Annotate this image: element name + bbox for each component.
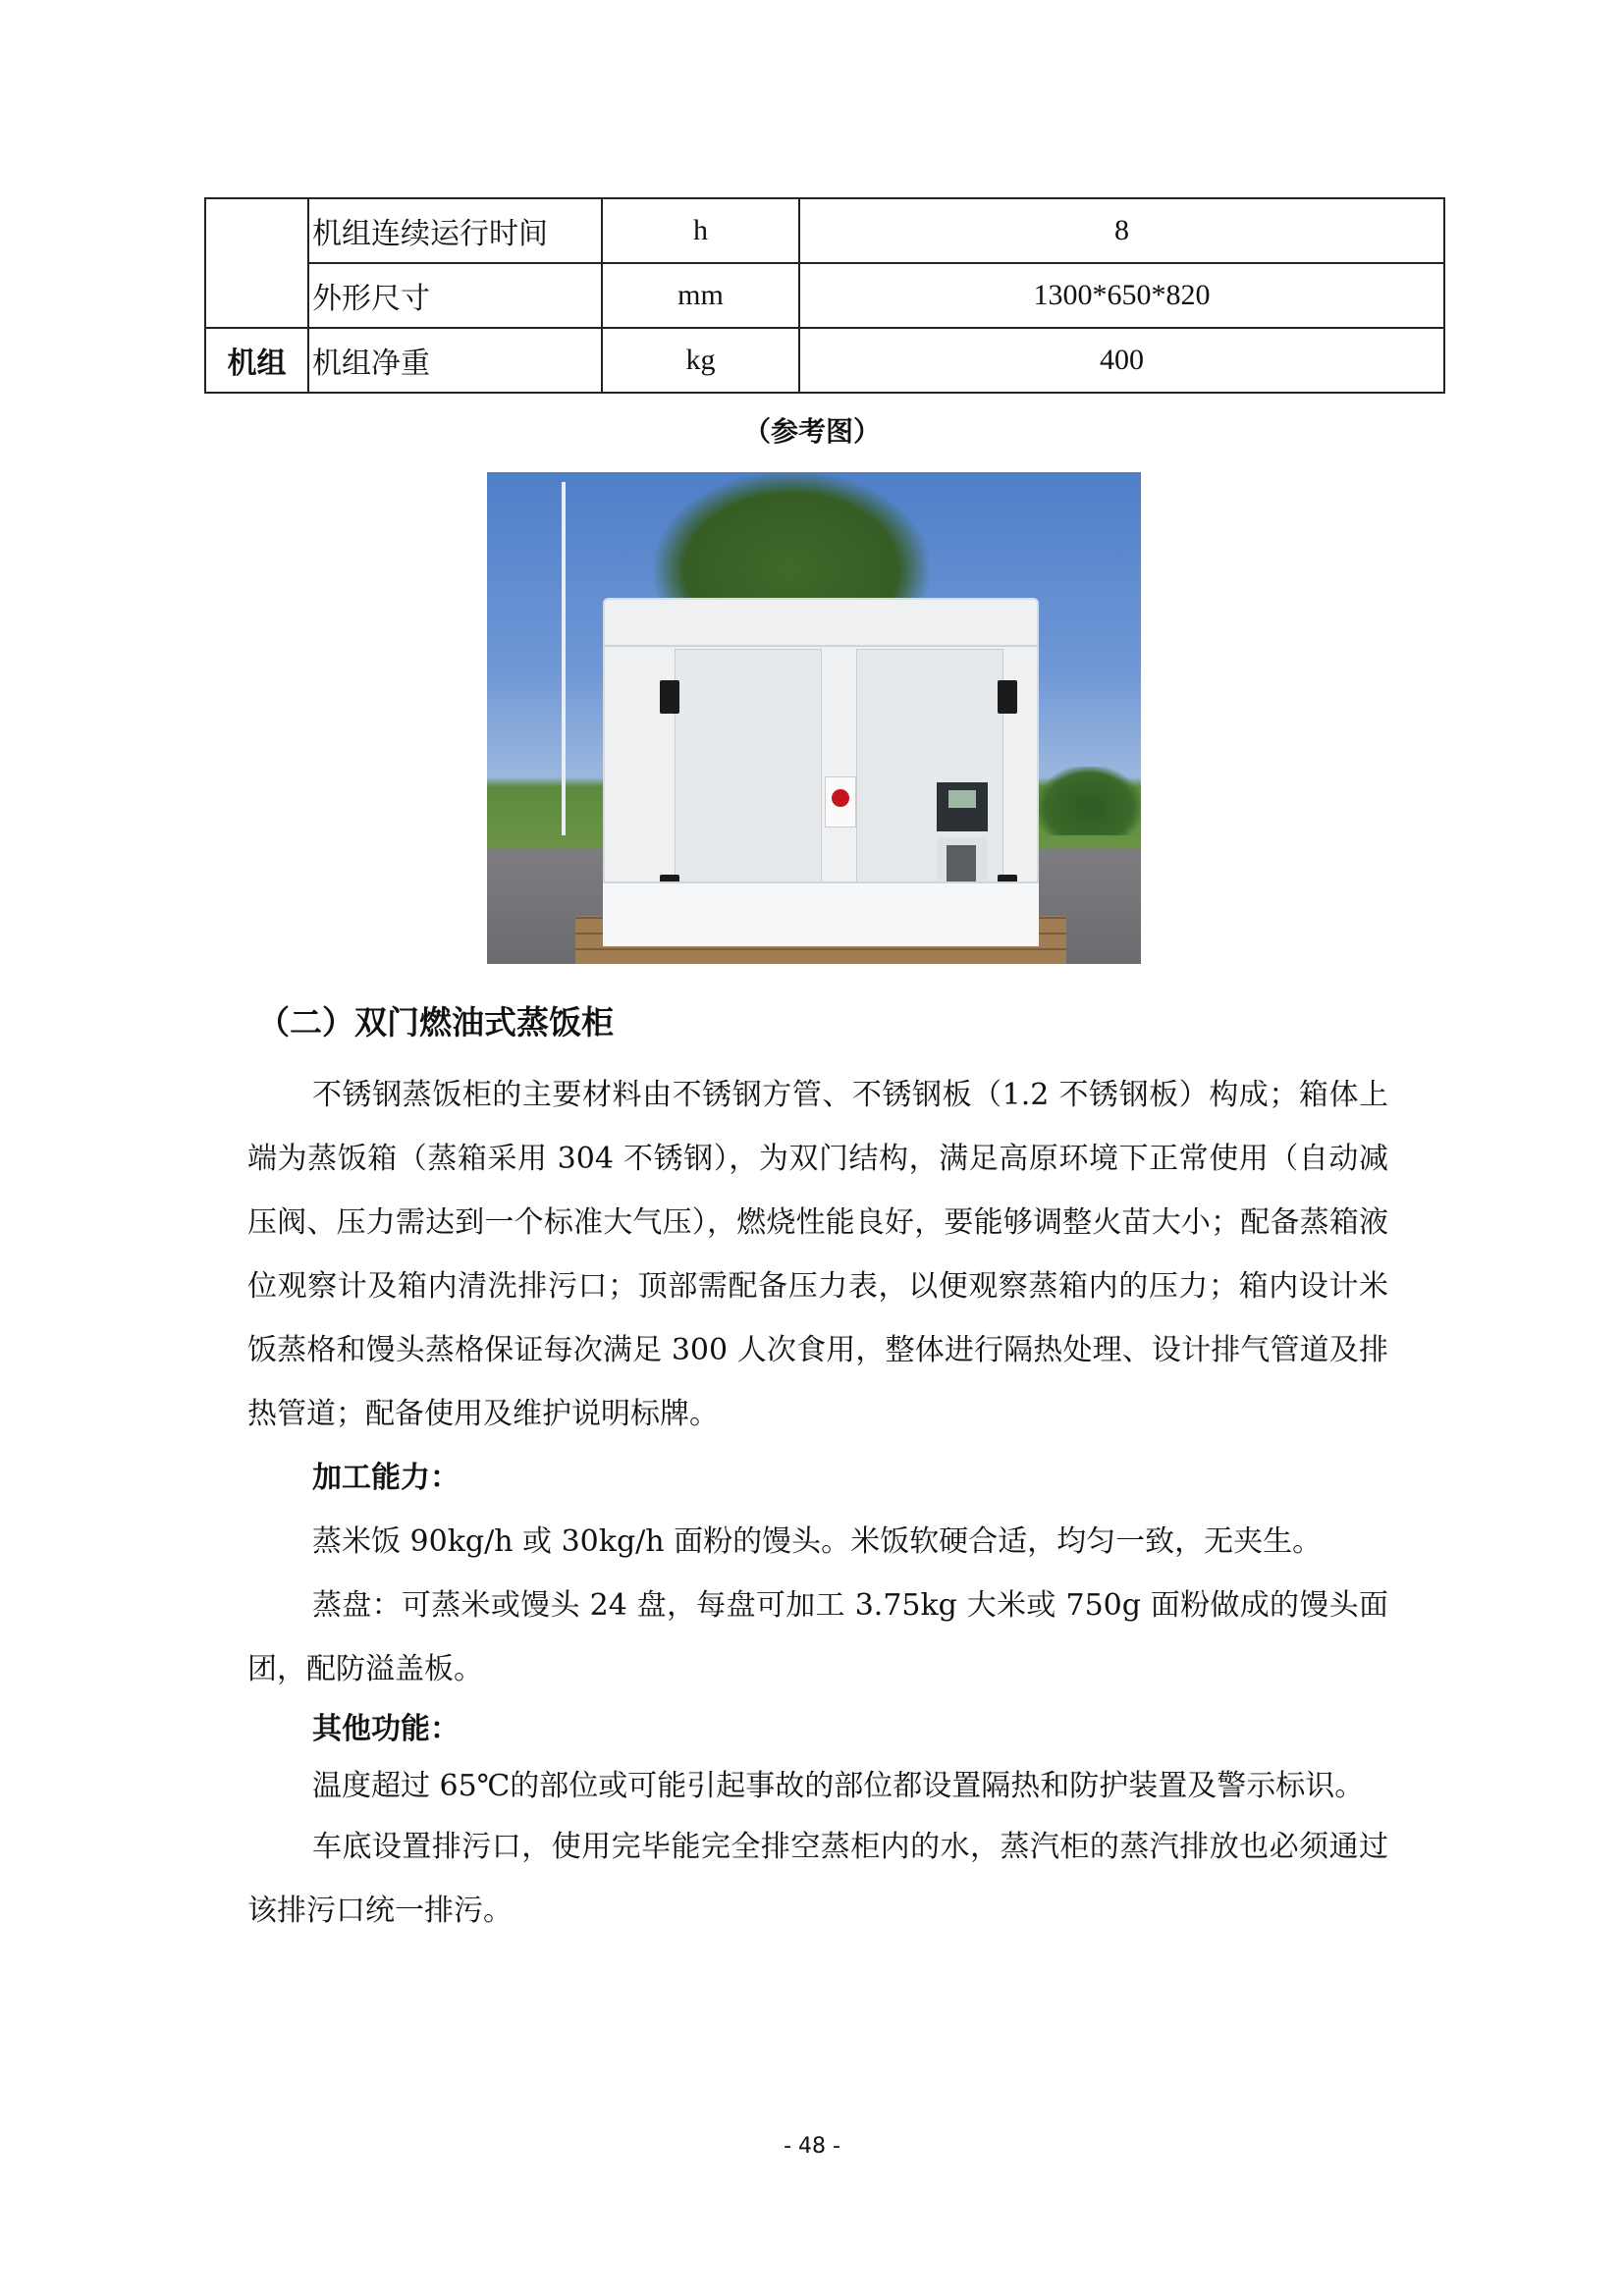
equipment-cabinet-shape [603,598,1039,946]
group-cell: 机组 [205,328,308,393]
processing-item: 蒸盘：可蒸米或馒头 24 盘，每盘可加工 3.75kg 大米或 750g 面粉做成的馒头面团，配防溢盖板。 [247,1588,1388,1686]
other-item: 温度超过 65℃的部位或可能引起事故的部位都设置隔热和防护装置及警示标识。 [312,1769,1365,1803]
hedge-shape [1037,767,1141,835]
table-row [205,328,1444,393]
section-heading: （二）双门燃油式蒸饭柜 [257,1003,614,1041]
table-row [205,263,1444,328]
cabinet-lid [603,598,1039,647]
reference-photo [487,472,1141,964]
processing-title: 加工能力： [312,1461,460,1495]
other-item: 车底设置排污口，使用完毕能完全排空蒸柜内的水，蒸汽柜的蒸汽排放也必须通过该排污口统一排污。 [247,1830,1388,1928]
control-panel-icon [937,782,988,831]
page-number: - 48 - [784,2134,840,2159]
param-unit: mm [602,263,799,328]
table-row [205,198,1444,263]
hinge-icon [660,680,679,714]
hinge-icon [998,680,1017,714]
processing-item: 蒸米饭 90kg/h 或 30kg/h 面粉的馒头。米饭软硬合适，均匀一致，无夹生。 [312,1524,1323,1559]
group-cell [205,198,308,328]
param-name: 机组净重 [308,328,602,393]
cabinet-base [603,881,1039,946]
other-title: 其他功能： [312,1712,460,1746]
intro-paragraph: 不锈钢蒸饭柜的主要材料由不锈钢方管、不锈钢板（1.2 不锈钢板）构成；箱体上端为蒸饭箱（蒸箱采用 304 不锈钢），为双门结构，满足高原环境下正常使用（自动减压阀、压力需达到一个标准大气压），燃烧性能良好，要能够调整火苗大小；配备蒸箱液位观察计及箱内清洗排污口；顶部需配备压力表，以便观察蒸箱内的压力；箱内设计米饭蒸格和馒头蒸格保证每次满足 300 人次食用，整体进行隔热处理、设计排气管道及排热管道；配备使用及维护说明标牌。 [247,1078,1388,1431]
street-lamp-shape [562,482,566,835]
emergency-stop-icon [825,776,856,828]
figure-caption: （参考图） [742,415,881,448]
param-unit: kg [602,328,799,393]
param-value: 400 [799,328,1444,393]
param-value: 1300*650*820 [799,263,1444,328]
param-name: 外形尺寸 [308,263,602,328]
param-unit: h [602,198,799,263]
section-body [247,1063,1388,1943]
param-value: 8 [799,198,1444,263]
spec-table [204,197,1445,394]
param-name: 机组连续运行时间 [308,198,602,263]
